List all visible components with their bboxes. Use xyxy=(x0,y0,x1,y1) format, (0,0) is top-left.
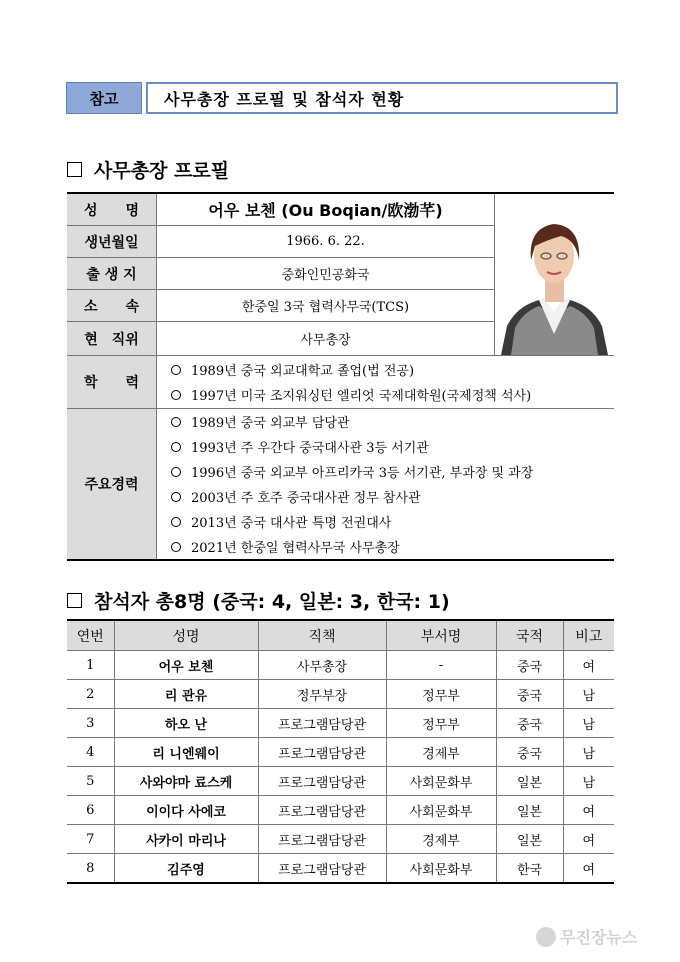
cell-title: 정무부장 xyxy=(258,680,386,709)
birth-label: 생년월일 xyxy=(67,226,157,258)
portrait-image xyxy=(495,194,614,355)
attendee-section-heading xyxy=(67,587,450,614)
cell-nationality: 한국 xyxy=(496,854,563,884)
attendee-header-row xyxy=(67,620,614,651)
cell-dept: 정무부 xyxy=(386,709,496,738)
cell-note: 여 xyxy=(563,796,614,825)
cell-name: 어우 보첸 xyxy=(114,651,258,680)
cell-note: 여 xyxy=(563,854,614,884)
cell-nationality: 일본 xyxy=(496,796,563,825)
cell-name: 리 관유 xyxy=(114,680,258,709)
cell-name: 사와야마 료스케 xyxy=(114,767,258,796)
document-header xyxy=(66,82,618,114)
cell-name: 하오 난 xyxy=(114,709,258,738)
position-label: 현 직위 xyxy=(67,322,157,356)
origin-label: 출 생 지 xyxy=(67,258,157,290)
career-item: 1996년 중국 외교부 아프리카국 3등 서기관, 부과장 및 과장 xyxy=(171,459,533,484)
career-label: 주요경력 xyxy=(67,409,157,559)
education-item: 1989년 중국 외교대학교 졸업(법 전공) xyxy=(171,357,414,382)
cell-name: 리 니엔웨이 xyxy=(114,738,258,767)
cell-note: 남 xyxy=(563,767,614,796)
career-list xyxy=(157,409,614,559)
cell-dept: 정무부 xyxy=(386,680,496,709)
cell-dept: 사회문화부 xyxy=(386,796,496,825)
circle-bullet-icon xyxy=(171,442,181,452)
watermark-logo: 무진장뉴스 xyxy=(536,925,637,948)
career-item: 2021년 한중일 협력사무국 사무총장 xyxy=(171,534,400,559)
cell-no: 5 xyxy=(67,767,114,796)
table-row xyxy=(67,796,614,825)
cell-title: 프로그램담당관 xyxy=(258,796,386,825)
circle-bullet-icon xyxy=(171,365,181,375)
circle-bullet-icon xyxy=(171,467,181,477)
cell-no: 4 xyxy=(67,738,114,767)
square-bullet-icon xyxy=(67,162,82,177)
cell-name: 김주영 xyxy=(114,854,258,884)
table-row xyxy=(67,825,614,854)
circle-bullet-icon xyxy=(171,542,181,552)
cell-note: 남 xyxy=(563,738,614,767)
profile-section-heading xyxy=(67,156,229,183)
table-row xyxy=(67,709,614,738)
attendee-table xyxy=(67,619,614,884)
table-row xyxy=(67,854,614,884)
cell-nationality: 중국 xyxy=(496,738,563,767)
col-header-no: 연번 xyxy=(67,620,114,651)
cell-nationality: 일본 xyxy=(496,825,563,854)
col-header-title: 직책 xyxy=(258,620,386,651)
cell-dept: 사회문화부 xyxy=(386,767,496,796)
col-header-note: 비고 xyxy=(563,620,614,651)
position-value: 사무총장 xyxy=(157,322,495,356)
affiliation-label: 소 속 xyxy=(67,290,157,322)
cell-no: 3 xyxy=(67,709,114,738)
cell-nationality: 중국 xyxy=(496,709,563,738)
cell-nationality: 일본 xyxy=(496,767,563,796)
cell-note: 여 xyxy=(563,651,614,680)
cell-title: 프로그램담당관 xyxy=(258,825,386,854)
circle-bullet-icon xyxy=(171,390,181,400)
profile-table xyxy=(67,192,614,561)
circle-bullet-icon xyxy=(171,417,181,427)
cell-note: 남 xyxy=(563,680,614,709)
table-row xyxy=(67,651,614,680)
cell-no: 2 xyxy=(67,680,114,709)
col-header-dept: 부서명 xyxy=(386,620,496,651)
attendee-section-title: 참석자 총8명 (중국: 4, 일본: 3, 한국: 1) xyxy=(94,591,450,613)
profile-photo xyxy=(495,194,614,356)
cell-title: 프로그램담당관 xyxy=(258,738,386,767)
affiliation-value: 한중일 3국 협력사무국(TCS) xyxy=(157,290,495,322)
square-bullet-icon xyxy=(67,593,82,608)
logo-icon xyxy=(536,927,556,947)
cell-no: 7 xyxy=(67,825,114,854)
col-header-nationality: 국적 xyxy=(496,620,563,651)
name-label: 성 명 xyxy=(67,194,157,226)
cell-no: 1 xyxy=(67,651,114,680)
cell-name: 사카이 마리나 xyxy=(114,825,258,854)
circle-bullet-icon xyxy=(171,492,181,502)
profile-section-title: 사무총장 프로필 xyxy=(94,160,230,182)
header-title: 사무총장 프로필 및 참석자 현황 xyxy=(146,82,618,114)
table-row xyxy=(67,738,614,767)
cell-nationality: 중국 xyxy=(496,651,563,680)
career-item: 1993년 주 우간다 중국대사관 3등 서기관 xyxy=(171,434,429,459)
birth-value: 1966. 6. 22. xyxy=(157,226,495,258)
career-item: 1989년 중국 외교부 담당관 xyxy=(171,409,350,434)
cell-dept: 경제부 xyxy=(386,738,496,767)
origin-value: 중화인민공화국 xyxy=(157,258,495,290)
table-row xyxy=(67,767,614,796)
cell-title: 프로그램담당관 xyxy=(258,767,386,796)
cell-title: 사무총장 xyxy=(258,651,386,680)
name-value: 어우 보첸 (Ou Boqian/欧渤芊) xyxy=(157,194,495,226)
cell-name: 이이다 사에코 xyxy=(114,796,258,825)
cell-note: 여 xyxy=(563,825,614,854)
cell-dept: - xyxy=(386,651,496,680)
career-item: 2003년 주 호주 중국대사관 정무 참사관 xyxy=(171,484,421,509)
education-list xyxy=(157,356,614,409)
table-row xyxy=(67,680,614,709)
cell-title: 프로그램담당관 xyxy=(258,709,386,738)
cell-dept: 사회문화부 xyxy=(386,854,496,884)
cell-no: 6 xyxy=(67,796,114,825)
cell-note: 남 xyxy=(563,709,614,738)
education-item: 1997년 미국 조지워싱턴 엘리엇 국제대학원(국제정책 석사) xyxy=(171,382,531,407)
circle-bullet-icon xyxy=(171,517,181,527)
cell-title: 프로그램담당관 xyxy=(258,854,386,884)
cell-dept: 경제부 xyxy=(386,825,496,854)
cell-no: 8 xyxy=(67,854,114,884)
education-label: 학 력 xyxy=(67,356,157,409)
career-item: 2013년 중국 대사관 특명 전권대사 xyxy=(171,509,391,534)
cell-nationality: 중국 xyxy=(496,680,563,709)
reference-tag: 참고 xyxy=(66,82,142,114)
col-header-name: 성명 xyxy=(114,620,258,651)
